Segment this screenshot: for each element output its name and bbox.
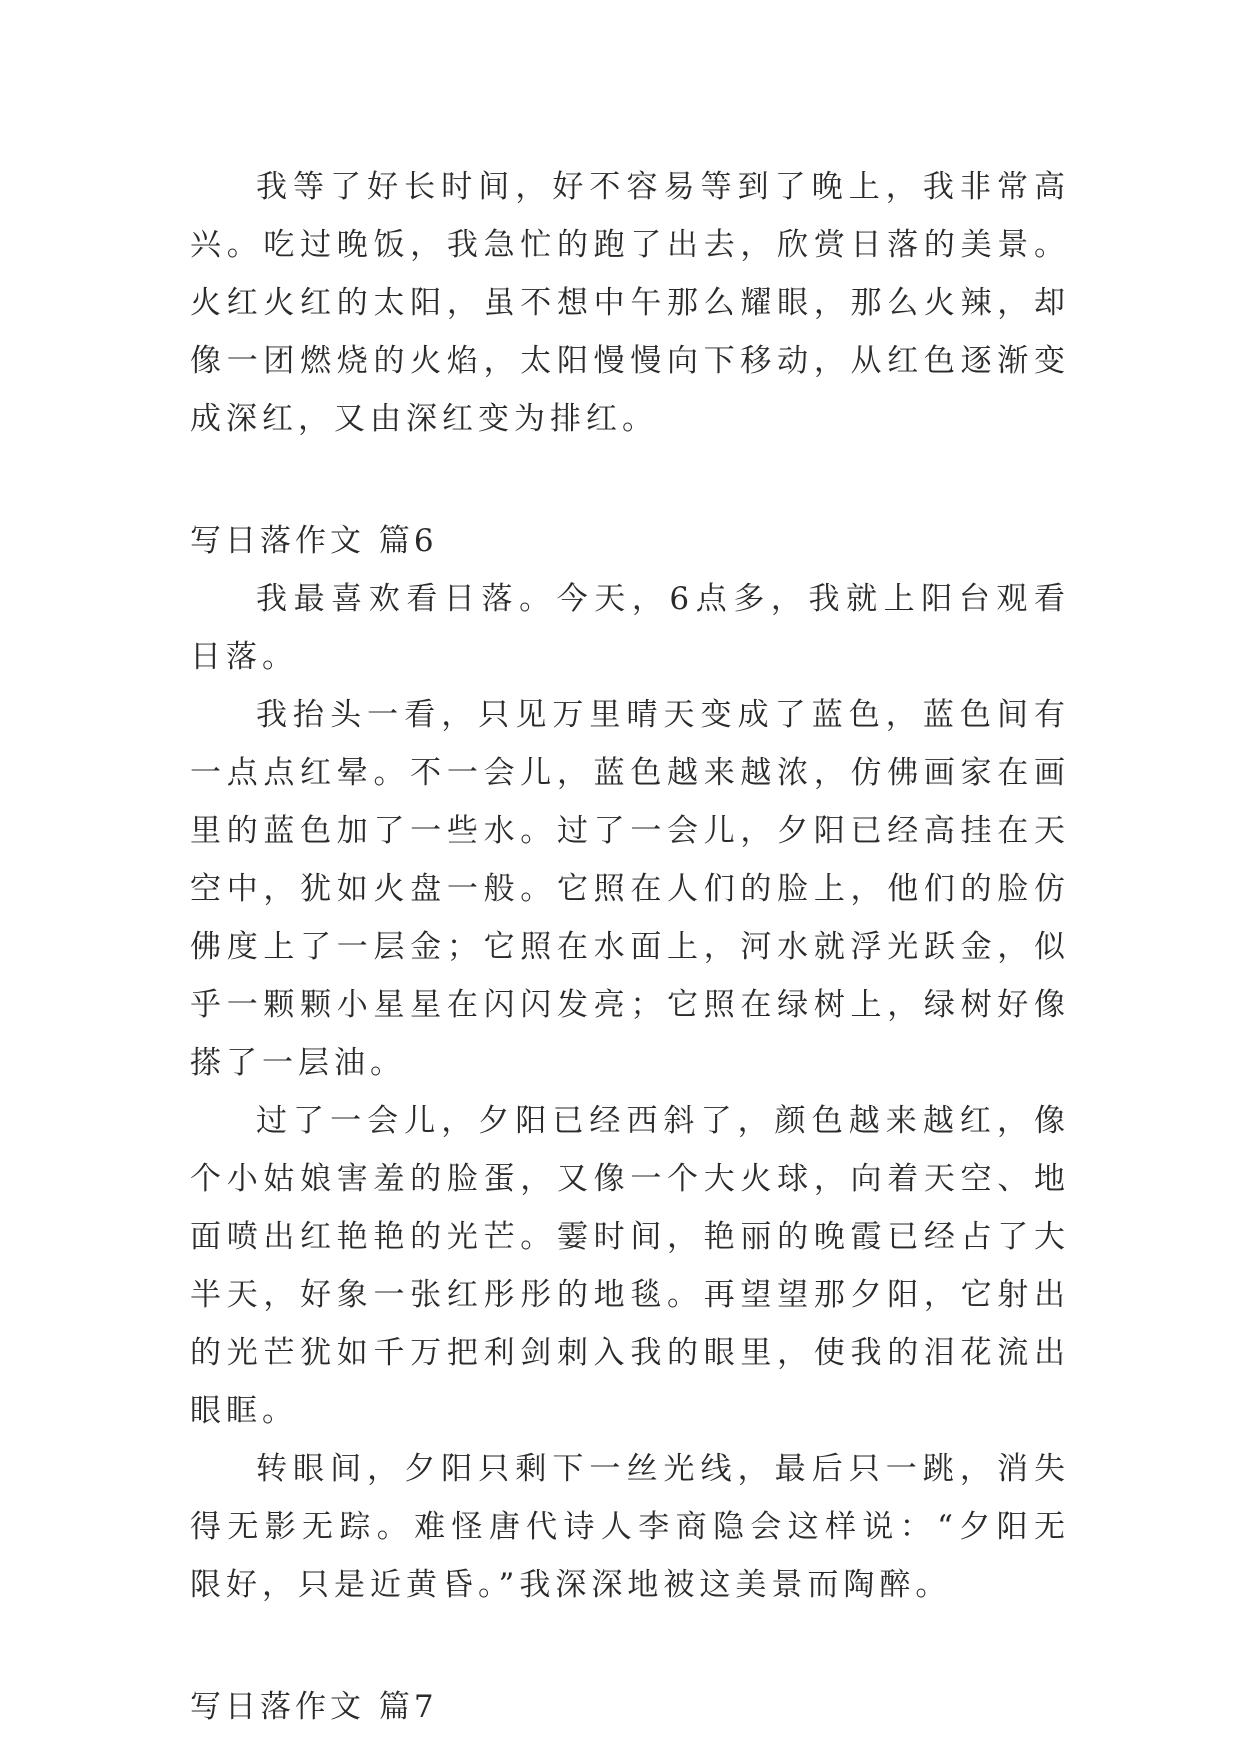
- section-heading-7: 写日落作文 篇7: [190, 1689, 438, 1725]
- document-body: [190, 158, 1070, 1736]
- body-paragraph: 转眼间，夕阳只剩下一丝光线，最后只一跳，消失得无影无踪。难怪唐代诗人李商隐会这样说：“夕阳无限好，只是近黄昏。”我深深地被这美景而陶醉。: [190, 1451, 1070, 1603]
- section-gap: [190, 1614, 1070, 1678]
- body-paragraph: 我等了好长时间，好不容易等到了晚上，我非常高兴。吃过晚饭，我急忙的跑了出去，欣赏日落的美景。火红火红的太阳，虽不想中午那么耀眼，那么火辣，却像一团燃烧的火焰，太阳慢慢向下移动，从红色逐渐变成深红，又由深红变为排红。: [190, 169, 1070, 437]
- body-paragraph: 过了一会儿，夕阳已经西斜了，颜色越来越红，像个小姑娘害羞的脸蛋，又像一个大火球，向着天空、地面喷出红艳艳的光芒。霎时间，艳丽的晚霞已经占了大半天，好象一张红彤彤的地毯。再望望那夕阳，它射出的光芒犹如千万把利剑刺入我的眼里，使我的泪花流出眼眶。: [190, 1103, 1070, 1429]
- section-gap: [190, 448, 1070, 512]
- body-paragraph: 我抬头一看，只见万里晴天变成了蓝色，蓝色间有一点点红晕。不一会儿，蓝色越来越浓，仿佛画家在画里的蓝色加了一些水。过了一会儿，夕阳已经高挂在天空中，犹如火盘一般。它照在人们的脸上，他们的脸仿佛度上了一层金；它照在水面上，河水就浮光跃金，似乎一颗颗小星星在闪闪发亮；它照在绿树上，绿树好像搽了一层油。: [190, 697, 1070, 1081]
- section-heading-6: 写日落作文 篇6: [190, 523, 438, 559]
- body-paragraph: 我最喜欢看日落。今天，6点多，我就上阳台观看日落。: [190, 581, 1070, 675]
